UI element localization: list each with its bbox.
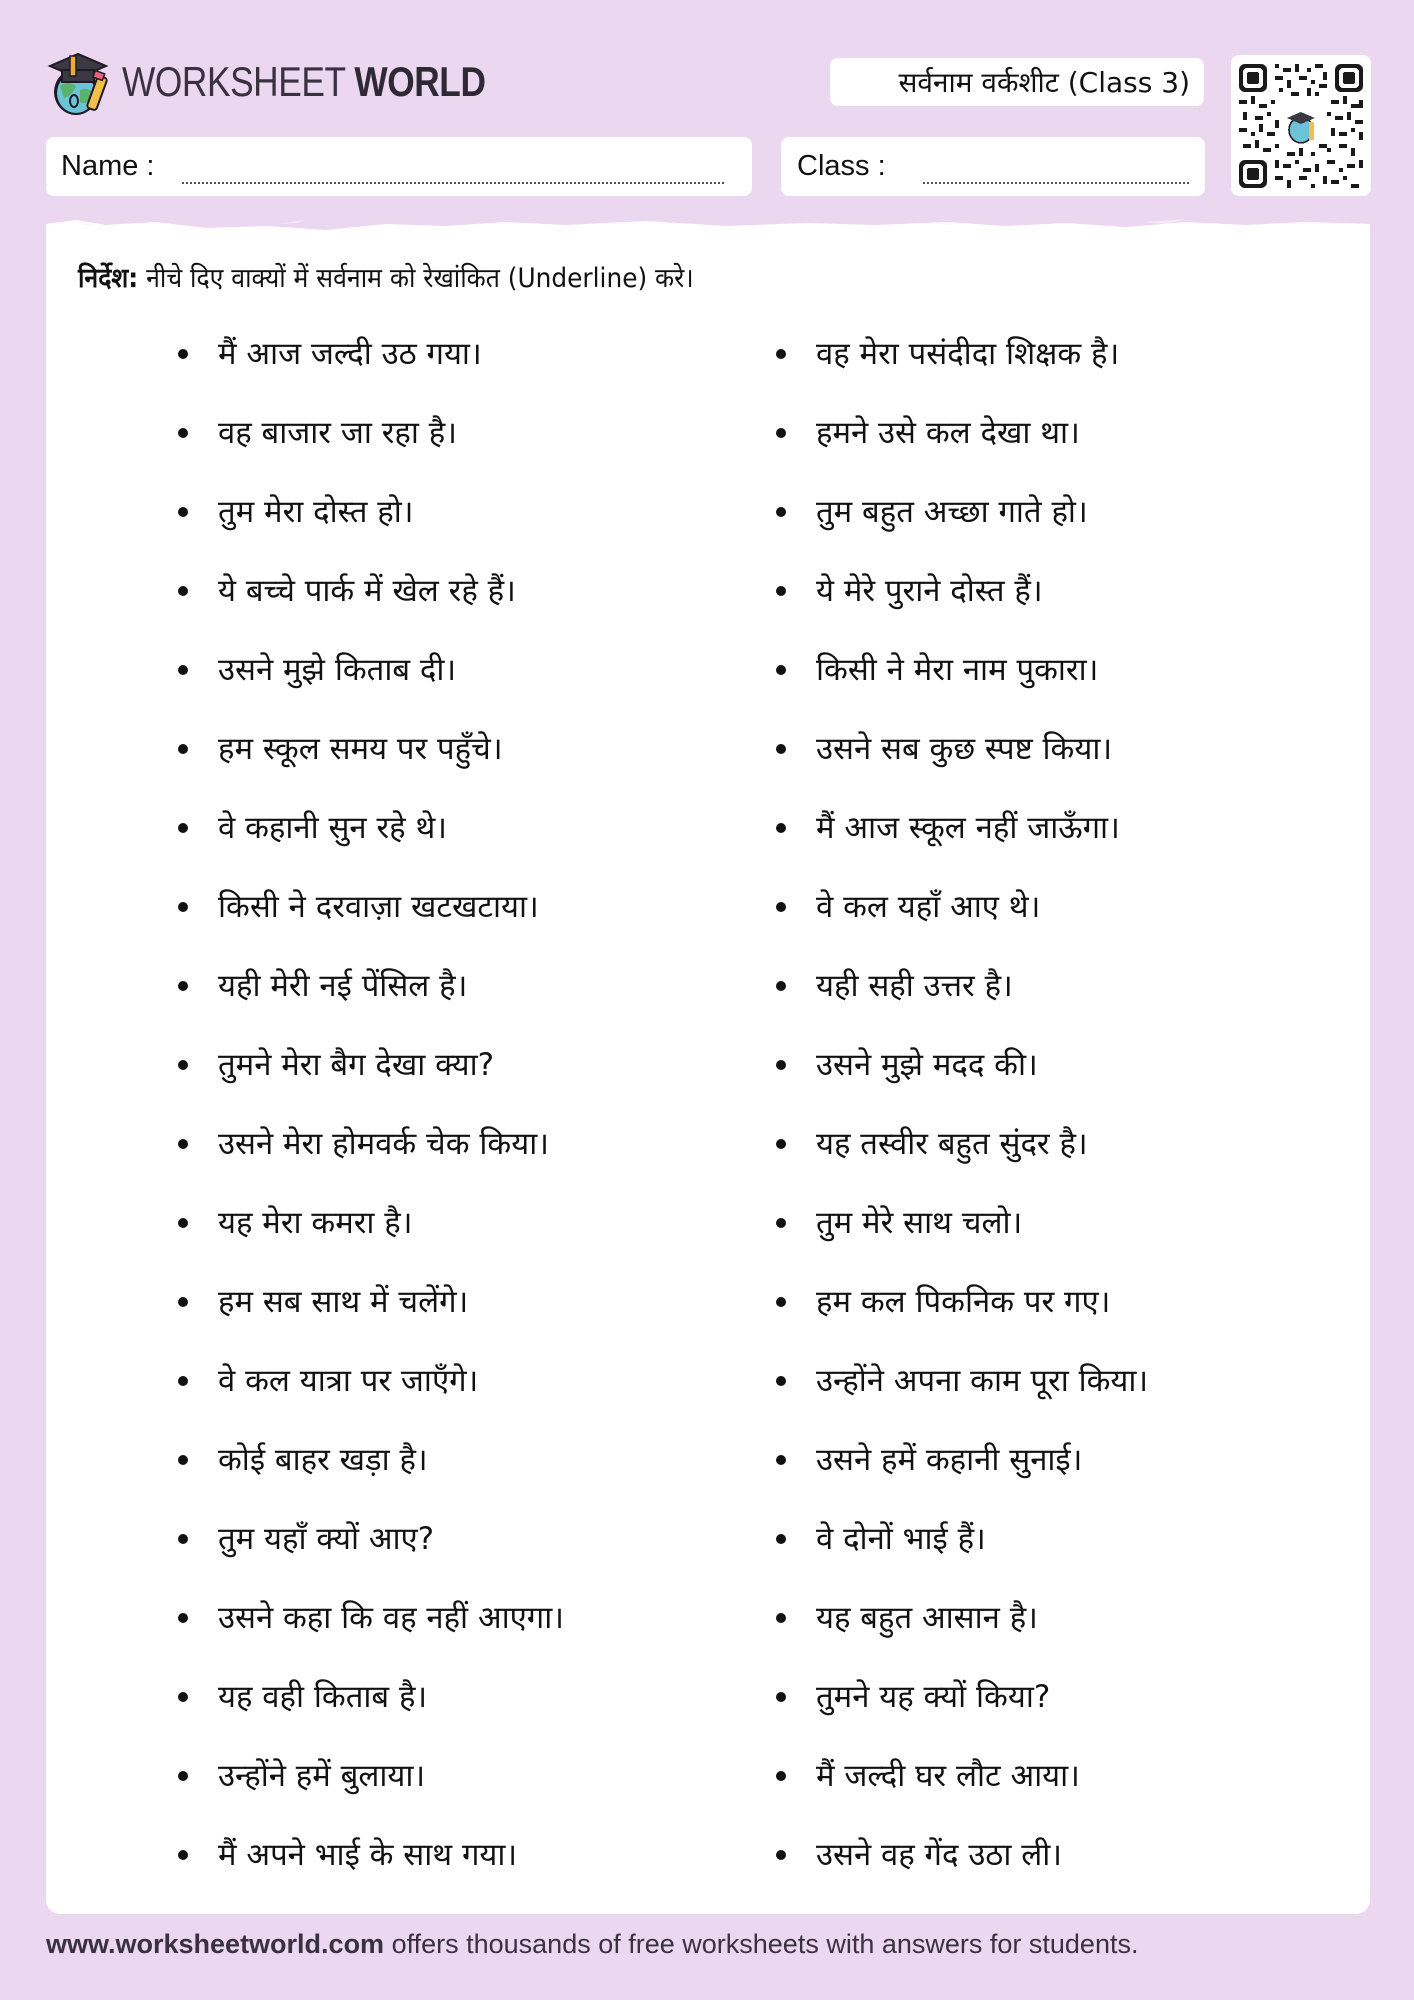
sentence-item[interactable]: यह वही किताब है। (178, 1677, 564, 1756)
bullet-icon (178, 1455, 188, 1465)
sentence-item[interactable]: कोई बाहर खड़ा है। (178, 1440, 564, 1519)
bullet-icon (776, 823, 786, 833)
bullet-icon (776, 1534, 786, 1544)
sentence-item[interactable]: उसने मुझे किताब दी। (178, 650, 564, 729)
sentence-item[interactable]: मैं आज स्कूल नहीं जाऊँगा। (776, 808, 1148, 887)
bullet-icon (178, 823, 188, 833)
bullet-icon (178, 1218, 188, 1228)
bullet-icon (178, 665, 188, 675)
name-line (182, 182, 724, 184)
sentence-item[interactable]: यही सही उत्तर है। (776, 966, 1148, 1045)
worksheet-title (830, 58, 1204, 106)
sentence-item[interactable]: वह मेरा पसंदीदा शिक्षक है। (776, 334, 1148, 413)
bullet-icon (776, 1376, 786, 1386)
qr-code[interactable] (1231, 55, 1371, 196)
sentence-item[interactable]: तुमने यह क्यों किया? (776, 1677, 1148, 1756)
bullet-icon (776, 1850, 786, 1860)
sentence-item[interactable]: उसने हमें कहानी सुनाई। (776, 1440, 1148, 1519)
bullet-icon (178, 1139, 188, 1149)
bullet-icon (178, 981, 188, 991)
bullet-icon (178, 1771, 188, 1781)
sentence-item[interactable]: तुम यहाँ क्यों आए? (178, 1519, 564, 1598)
bullet-icon (776, 665, 786, 675)
sentence-item[interactable]: ये मेरे पुराने दोस्त हैं। (776, 571, 1148, 650)
sentence-item[interactable]: उसने मुझे मदद की। (776, 1045, 1148, 1124)
sentence-item[interactable]: वे कहानी सुन रहे थे। (178, 808, 564, 887)
sentence-item[interactable]: किसी ने दरवाज़ा खटखटाया। (178, 887, 564, 966)
footer-text: offers thousands of free worksheets with answers for students. (384, 1929, 1139, 1959)
bullet-icon (776, 1613, 786, 1623)
bullet-icon (178, 507, 188, 517)
instruction-label: निर्देश: (78, 263, 139, 294)
sentence-item[interactable]: मैं जल्दी घर लौट आया। (776, 1756, 1148, 1835)
brand-light: WORKSHEET (122, 58, 345, 105)
bullet-icon (776, 981, 786, 991)
bullet-icon (178, 349, 188, 359)
bullet-icon (178, 902, 188, 912)
instruction (78, 258, 694, 295)
sentence-list-left (178, 334, 564, 1914)
sentence-item[interactable]: वे कल यहाँ आए थे। (776, 887, 1148, 966)
sentence-item[interactable]: उन्होंने अपना काम पूरा किया। (776, 1361, 1148, 1440)
sentence-item[interactable]: हम सब साथ में चलेंगे। (178, 1282, 564, 1361)
bullet-icon (776, 744, 786, 754)
bullet-icon (178, 1297, 188, 1307)
bullet-icon (776, 507, 786, 517)
class-label: Class : (797, 150, 886, 182)
sentence-item[interactable]: यह तस्वीर बहुत सुंदर है। (776, 1124, 1148, 1203)
bullet-icon (178, 1692, 188, 1702)
sentence-list-right (776, 334, 1148, 1914)
bullet-icon (178, 1613, 188, 1623)
sentence-item[interactable]: यह मेरा कमरा है। (178, 1203, 564, 1282)
sentence-item[interactable]: उसने कहा कि वह नहीं आएगा। (178, 1598, 564, 1677)
bullet-icon (776, 1692, 786, 1702)
qr-code-icon (1239, 64, 1363, 188)
graduation-globe-pencil-logo-icon (46, 46, 114, 118)
sentence-item[interactable]: हम कल पिकनिक पर गए। (776, 1282, 1148, 1361)
class-field[interactable] (781, 137, 1205, 196)
sentence-item[interactable]: उन्होंने हमें बुलाया। (178, 1756, 564, 1835)
sentence-item[interactable]: यह बहुत आसान है। (776, 1598, 1148, 1677)
sentence-item[interactable]: वे दोनों भाई हैं। (776, 1519, 1148, 1598)
sentence-item[interactable]: तुम बहुत अच्छा गाते हो। (776, 492, 1148, 571)
brand-wordmark (122, 58, 486, 106)
bullet-icon (776, 1218, 786, 1228)
sentence-item[interactable]: उसने सब कुछ स्पष्ट किया। (776, 729, 1148, 808)
bullet-icon (178, 1534, 188, 1544)
sentence-item[interactable]: हम स्कूल समय पर पहुँचे। (178, 729, 564, 808)
sentence-item[interactable]: मैं अपने भाई के साथ गया। (178, 1835, 564, 1914)
bullet-icon (776, 349, 786, 359)
sentence-item[interactable]: हमने उसे कल देखा था। (776, 413, 1148, 492)
sentence-item[interactable]: उसने वह गेंद उठा ली। (776, 1835, 1148, 1914)
sentence-item[interactable]: तुमने मेरा बैग देखा क्या? (178, 1045, 564, 1124)
instruction-text: नीचे दिए वाक्यों में सर्वनाम को रेखांकित (Underline) करे। (138, 263, 694, 294)
bullet-icon (776, 1060, 786, 1070)
sentence-item[interactable]: वे कल यात्रा पर जाएँगे। (178, 1361, 564, 1440)
sentence-item[interactable]: उसने मेरा होमवर्क चेक किया। (178, 1124, 564, 1203)
bullet-icon (776, 1297, 786, 1307)
bullet-icon (776, 428, 786, 438)
bullet-icon (178, 744, 188, 754)
sentence-item[interactable]: तुम मेरा दोस्त हो। (178, 492, 564, 571)
footer (46, 1929, 1138, 1960)
bullet-icon (776, 1139, 786, 1149)
brand-logo[interactable] (46, 46, 555, 118)
name-field[interactable] (46, 137, 752, 196)
bullet-icon (178, 1376, 188, 1386)
worksheet-title-text: सर्वनाम वर्कशीट (Class 3) (898, 66, 1190, 99)
bullet-icon (178, 428, 188, 438)
bullet-icon (776, 902, 786, 912)
sentence-item[interactable]: ये बच्चे पार्क में खेल रहे हैं। (178, 571, 564, 650)
sentence-item[interactable]: यही मेरी नई पेंसिल है। (178, 966, 564, 1045)
bullet-icon (178, 1060, 188, 1070)
name-label: Name : (61, 150, 155, 182)
sentence-item[interactable]: मैं आज जल्दी उठ गया। (178, 334, 564, 413)
bullet-icon (178, 1850, 188, 1860)
bullet-icon (776, 1455, 786, 1465)
bullet-icon (776, 1771, 786, 1781)
torn-paper-edge (46, 216, 1370, 240)
footer-link[interactable]: www.worksheetworld.com (46, 1929, 385, 1959)
bullet-icon (178, 586, 188, 596)
class-line (923, 182, 1189, 184)
bullet-icon (776, 586, 786, 596)
sentence-item[interactable]: वह बाजार जा रहा है। (178, 413, 564, 492)
sentence-item[interactable]: किसी ने मेरा नाम पुकारा। (776, 650, 1148, 729)
brand-bold: WORLD (354, 58, 486, 105)
sentence-item[interactable]: तुम मेरे साथ चलो। (776, 1203, 1148, 1282)
